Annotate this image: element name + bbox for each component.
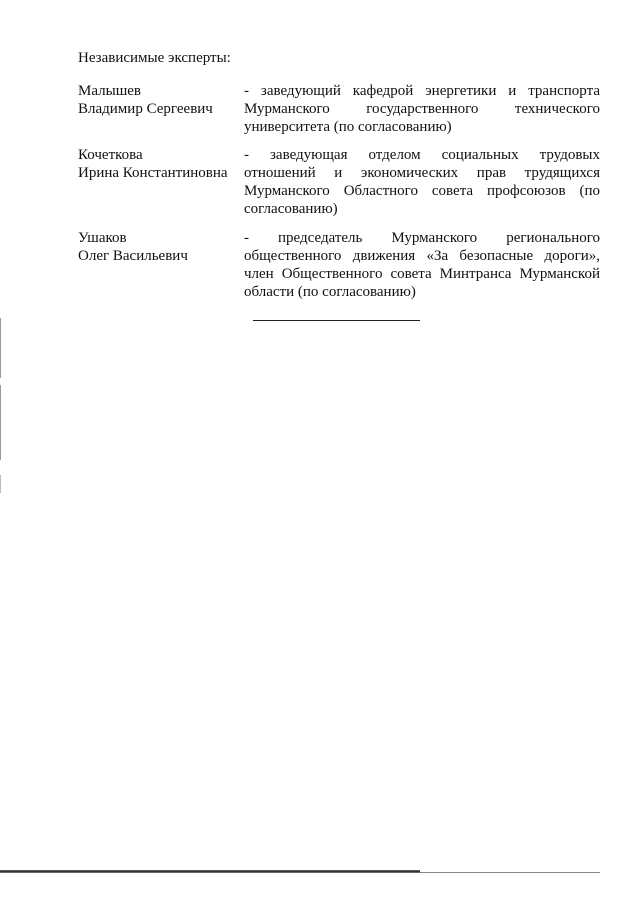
- member-name: [78, 229, 243, 265]
- member-description: - председатель Мурманского регионального общественного движения «За безопасные дороги», член Общественного совета Минтранса Мурманской области (по согласованию): [244, 230, 600, 300]
- section-heading: Независимые эксперты:: [78, 50, 231, 66]
- scan-margin-mark: [0, 475, 1, 493]
- member-name: [78, 146, 243, 182]
- member-given-names: Владимир Сергеевич: [78, 101, 213, 117]
- end-separator-line: [253, 320, 420, 321]
- scan-bottom-edge: [0, 870, 420, 873]
- member-surname: Кочеткова: [78, 147, 143, 163]
- member-surname: Малышев: [78, 83, 141, 99]
- scan-margin-mark: [0, 318, 1, 378]
- member-name: [78, 82, 243, 118]
- scan-bottom-edge-tail: [420, 872, 600, 873]
- member-given-names: Олег Васильевич: [78, 248, 188, 264]
- member-description: - заведующая отделом социальных трудовых отношений и экономических прав трудящихся Мурманского Областного совета профсоюзов (по согласованию): [244, 147, 600, 217]
- member-given-names: Ирина Константиновна: [78, 165, 228, 181]
- member-description: - заведующий кафедрой энергетики и транспорта Мурманского государственного технического университета (по согласованию): [244, 83, 600, 135]
- member-surname: Ушаков: [78, 230, 127, 246]
- scan-margin-mark: [0, 385, 1, 460]
